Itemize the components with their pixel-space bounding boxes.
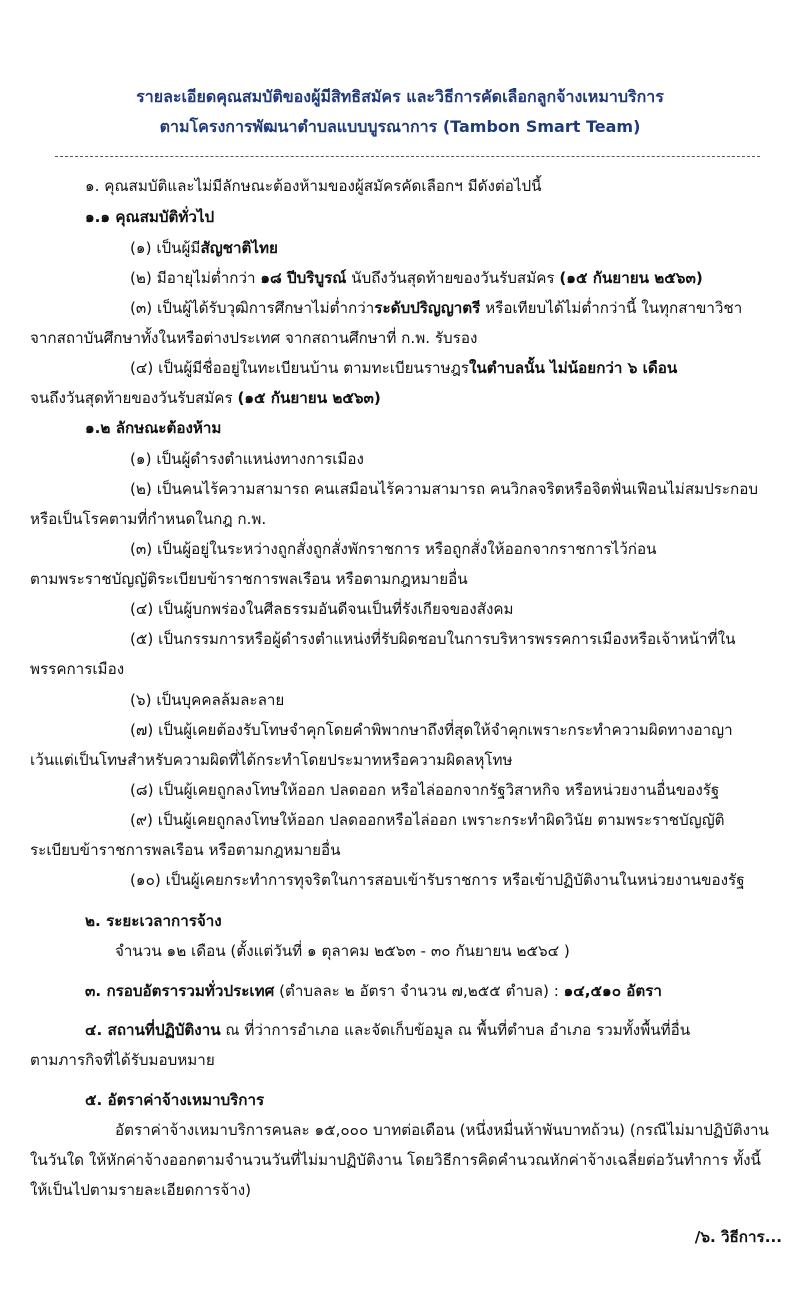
section-5-line-2: ในวันใด ให้หักค่าจ้างออกตามจำนวนวันที่ไม่มาปฏิบัติงาน โดยวิธีการคิดคำนวณหักค่าจ้างเฉลี่ยต่อวันทำการ ทั้งนี้ bbox=[30, 1151, 761, 1169]
section-4-line-2: ตามภารกิจที่ได้รับมอบหมาย bbox=[30, 1051, 215, 1069]
prohibition-5-line-2: พรรคการเมือง bbox=[30, 660, 125, 678]
section-2-body: จำนวน ๑๒ เดือน (ตั้งแต่วันที่ ๑ ตุลาคม ๒๕๖๓ - ๓๐ กันยายน ๒๕๖๔ ) bbox=[115, 942, 570, 960]
qualification-2-bold-a: ๑๘ ปีบริบูรณ์ bbox=[260, 269, 347, 287]
qualification-3 bbox=[130, 298, 742, 318]
section-5-line-3: ให้เป็นไปตามรายละเอียดการจ้าง) bbox=[30, 1181, 252, 1199]
prohibition-7: (๗) เป็นผู้เคยต้องรับโทษจำคุกโดยคำพิพากษาถึงที่สุดให้จำคุกเพราะกระทำความผิดทางอาญา bbox=[130, 721, 733, 739]
section-4-heading: ๔. สถานที่ปฏิบัติงาน bbox=[85, 1021, 221, 1039]
qualification-2 bbox=[130, 268, 703, 288]
qualification-3-text-b: หรือเทียบได้ไม่ต่ำกว่านี้ ในทุกสาขาวิชา bbox=[480, 299, 743, 317]
qualification-2-text-b: นับถึงวันสุดท้ายของวันรับสมัคร bbox=[346, 269, 560, 287]
qualification-3-line-2: จากสถาบันศึกษาทั้งในหรือต่างประเทศ จากสถานศึกษาที่ ก.พ. รับรอง bbox=[30, 329, 478, 347]
document-title-line-2: ตามโครงการพัฒนาตำบลแบบบูรณาการ (Tambon Smart Team) bbox=[159, 117, 641, 136]
qualification-1-text: (๑) เป็นผู้มี bbox=[130, 239, 201, 257]
section-1-2-heading: ๑.๒ ลักษณะต้องห้าม bbox=[85, 419, 222, 437]
prohibition-2-line-2: หรือเป็นโรคตามที่กำหนดในกฎ ก.พ. bbox=[30, 510, 267, 528]
qualification-3-text-a: (๓) เป็นผู้ได้รับวุฒิการศึกษาไม่ต่ำกว่า bbox=[130, 299, 375, 317]
section-1-1-heading: ๑.๑ คุณสมบัติทั่วไป bbox=[85, 208, 215, 226]
prohibition-6: (๖) เป็นบุคคลล้มละลาย bbox=[130, 691, 285, 709]
prohibition-3-line-2: ตามพระราชบัญญัติระเบียบข้าราชการพลเรือน หรือตามกฎหมายอื่น bbox=[30, 570, 468, 588]
section-3-detail: (ตำบลละ ๒ อัตรา จำนวน ๗,๒๕๕ ตำบล) : bbox=[274, 982, 564, 1000]
section-2-heading: ๒. ระยะเวลาการจ้าง bbox=[85, 912, 222, 930]
section-4-line bbox=[85, 1020, 690, 1040]
section-3-heading: ๓. กรอบอัตรารวมทั่วประเทศ bbox=[85, 982, 275, 1000]
qualification-2-bold-b: (๑๕ กันยายน ๒๕๖๓) bbox=[559, 269, 703, 287]
prohibition-7-line-2: เว้นแต่เป็นโทษสำหรับความผิดที่ได้กระทำโดยประมาทหรือความผิดลหุโทษ bbox=[30, 751, 513, 769]
prohibition-1: (๑) เป็นผู้ดำรงตำแหน่งทางการเมือง bbox=[130, 450, 364, 468]
prohibition-2: (๒) เป็นคนไร้ความสามารถ คนเสมือนไร้ความสามารถ คนวิกลจริตหรือจิตฟั่นเฟือนไม่สมประกอบ bbox=[130, 480, 759, 498]
document-title-line-1: รายละเอียดคุณสมบัติของผู้มีสิทธิสมัคร และวิธีการคัดเลือกลูกจ้างเหมาบริการ bbox=[136, 87, 664, 106]
qualification-4-line-2 bbox=[30, 388, 381, 408]
dashed-divider bbox=[55, 156, 760, 157]
prohibition-5: (๕) เป็นกรรมการหรือผู้ดำรงตำแหน่งที่รับผิดชอบในการบริหารพรรคการเมืองหรือเจ้าหน้าที่ใน bbox=[130, 630, 736, 648]
prohibition-8: (๘) เป็นผู้เคยถูกลงโทษให้ออก ปลดออก หรือไล่ออกจากรัฐวิสาหกิจ หรือหน่วยงานอื่นของรัฐ bbox=[130, 781, 720, 799]
prohibition-3: (๓) เป็นผู้อยู่ในระหว่างถูกสั่งถูกสั่งพักราชการ หรือถูกสั่งให้ออกจากราชการไว้ก่อน bbox=[130, 540, 657, 558]
qualification-4-bold: ในตำบลนั้น ไม่น้อยกว่า ๖ เดือน bbox=[468, 359, 678, 377]
qualification-4-line-2-bold: (๑๕ กันยายน ๒๕๖๓) bbox=[237, 389, 381, 407]
section-4-detail: ณ ที่ว่าการอำเภอ และจัดเก็บข้อมูล ณ พื้นที่ตำบล อำเภอ รวมทั้งพื้นที่อื่น bbox=[220, 1021, 691, 1039]
section-1-heading: ๑. คุณสมบัติและไม่มีลักษณะต้องห้ามของผู้สมัครคัดเลือกฯ มีดังต่อไปนี้ bbox=[85, 177, 542, 195]
prohibition-9-line-2: ระเบียบข้าราชการพลเรือน หรือตามกฎหมายอื่น bbox=[30, 841, 341, 859]
prohibition-9: (๙) เป็นผู้เคยถูกลงโทษให้ออก ปลดออกหรือไล่ออก เพราะกระทำผิดวินัย ตามพระราชบัญญัติ bbox=[130, 811, 725, 829]
section-5-heading: ๕. อัตราค่าจ้างเหมาบริการ bbox=[85, 1091, 265, 1109]
next-page-marker: /๖. วิธีการ... bbox=[694, 1228, 782, 1246]
qualification-4-line-2-text: จนถึงวันสุดท้ายของวันรับสมัคร bbox=[30, 389, 238, 407]
section-3-line bbox=[85, 981, 662, 1001]
section-3-total: ๑๔,๕๑๐ อัตรา bbox=[563, 982, 662, 1000]
prohibition-10: (๑๐) เป็นผู้เคยกระทำการทุจริตในการสอบเข้ารับราชการ หรือเข้าปฏิบัติงานในหน่วยงานของรัฐ bbox=[130, 871, 745, 889]
qualification-4-text: (๔) เป็นผู้มีชื่ออยู่ในทะเบียนบ้าน ตามทะเบียนราษฎร bbox=[130, 359, 469, 377]
qualification-2-text-a: (๒) มีอายุไม่ต่ำกว่า bbox=[130, 269, 261, 287]
prohibition-4: (๔) เป็นผู้บกพร่องในศีลธรรมอันดีจนเป็นที่รังเกียจของสังคม bbox=[130, 600, 514, 618]
section-5-line-1: อัตราค่าจ้างเหมาบริการคนละ ๑๕,๐๐๐ บาทต่อเดือน (หนึ่งหมื่นห้าพันบาทถ้วน) (กรณีไม่มาปฏิบัติงาน bbox=[115, 1121, 769, 1139]
qualification-1-bold: สัญชาติไทย bbox=[200, 239, 278, 257]
qualification-1 bbox=[130, 238, 278, 258]
qualification-3-bold: ระดับปริญญาตรี bbox=[374, 299, 481, 317]
qualification-4 bbox=[130, 358, 677, 378]
